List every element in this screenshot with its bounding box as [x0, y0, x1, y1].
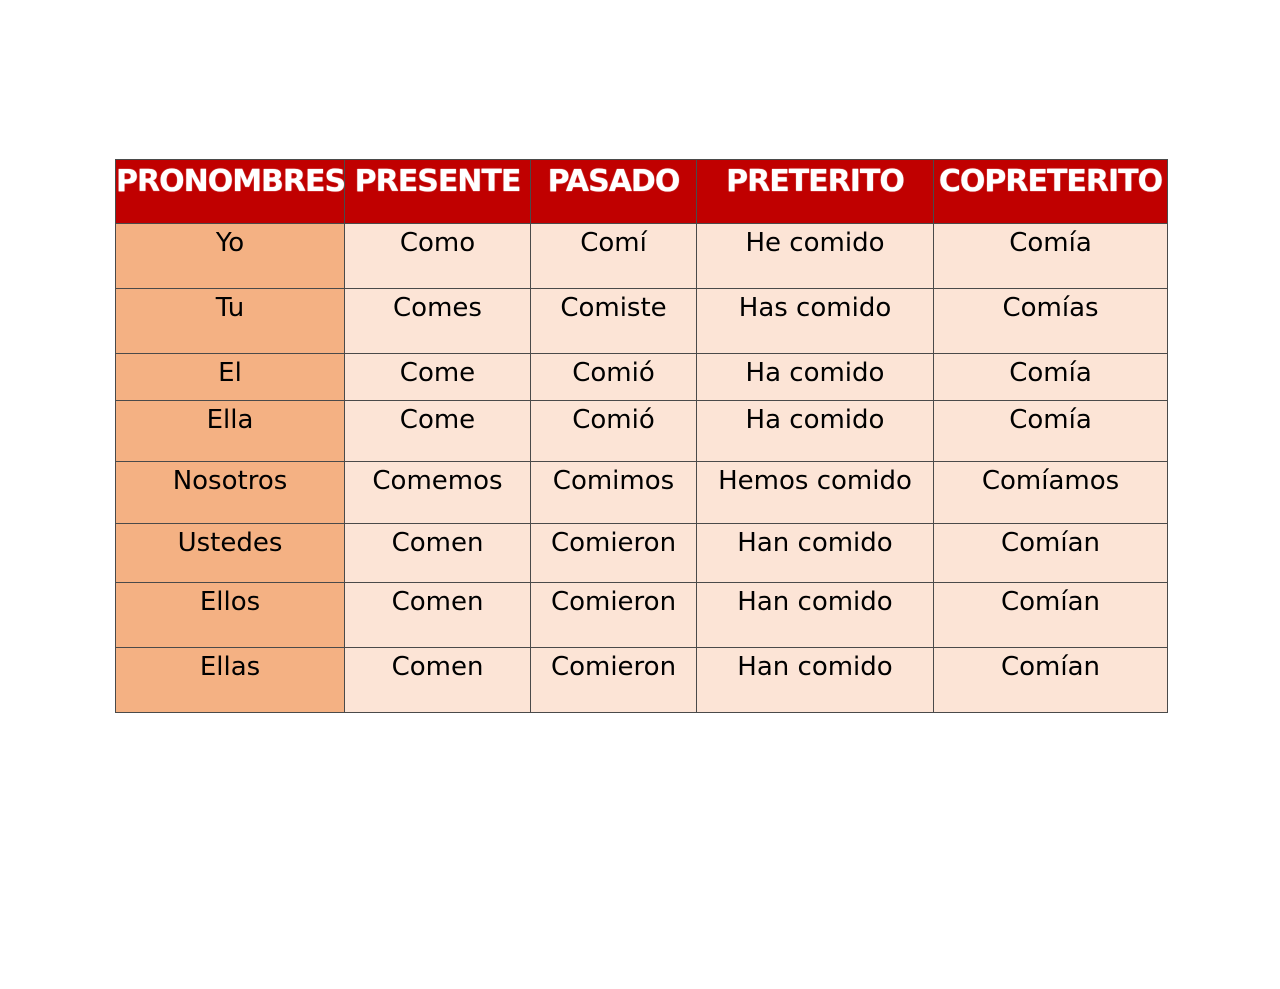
header-preterito: PRETERITO [697, 160, 934, 224]
header-row [116, 160, 1168, 224]
presente-cell: Comen [345, 524, 531, 583]
preterito-cell: Has comido [697, 289, 934, 354]
preterito-cell: Ha comido [697, 354, 934, 401]
presente-cell: Come [345, 401, 531, 462]
presente-cell: Comemos [345, 462, 531, 524]
copreterito-cell: Comían [934, 648, 1168, 713]
preterito-cell: Han comido [697, 583, 934, 648]
pronoun-cell: El [116, 354, 345, 401]
pronoun-cell: Yo [116, 224, 345, 289]
preterito-cell: Han comido [697, 648, 934, 713]
copreterito-cell: Comía [934, 401, 1168, 462]
copreterito-cell: Comíamos [934, 462, 1168, 524]
header-presente: PRESENTE [345, 160, 531, 224]
copreterito-cell: Comían [934, 583, 1168, 648]
presente-cell: Comen [345, 648, 531, 713]
presente-cell: Comes [345, 289, 531, 354]
pasado-cell: Comieron [531, 524, 697, 583]
pasado-cell: Comió [531, 401, 697, 462]
header-copreterito: COPRETERITO [934, 160, 1168, 224]
table-row [116, 524, 1168, 583]
table-row [116, 354, 1168, 401]
preterito-cell: Han comido [697, 524, 934, 583]
table-row [116, 401, 1168, 462]
header-pronombres: PRONOMBRES [116, 160, 345, 224]
table-row [116, 224, 1168, 289]
pronoun-cell: Tu [116, 289, 345, 354]
pronoun-cell: Nosotros [116, 462, 345, 524]
preterito-cell: He comido [697, 224, 934, 289]
pronoun-cell: Ellas [116, 648, 345, 713]
pasado-cell: Comimos [531, 462, 697, 524]
table-body [116, 224, 1168, 713]
presente-cell: Come [345, 354, 531, 401]
pronoun-cell: Ellos [116, 583, 345, 648]
presente-cell: Comen [345, 583, 531, 648]
pasado-cell: Comiste [531, 289, 697, 354]
pasado-cell: Comieron [531, 648, 697, 713]
copreterito-cell: Comía [934, 224, 1168, 289]
copreterito-cell: Comía [934, 354, 1168, 401]
preterito-cell: Hemos comido [697, 462, 934, 524]
copreterito-cell: Comías [934, 289, 1168, 354]
pasado-cell: Comieron [531, 583, 697, 648]
conjugation-table [115, 159, 1168, 713]
pasado-cell: Comí [531, 224, 697, 289]
table-header [116, 160, 1168, 224]
pronoun-cell: Ustedes [116, 524, 345, 583]
table-row [116, 583, 1168, 648]
copreterito-cell: Comían [934, 524, 1168, 583]
header-pasado: PASADO [531, 160, 697, 224]
pronoun-cell: Ella [116, 401, 345, 462]
table-row [116, 462, 1168, 524]
pasado-cell: Comió [531, 354, 697, 401]
preterito-cell: Ha comido [697, 401, 934, 462]
table-row [116, 648, 1168, 713]
presente-cell: Como [345, 224, 531, 289]
table-row [116, 289, 1168, 354]
